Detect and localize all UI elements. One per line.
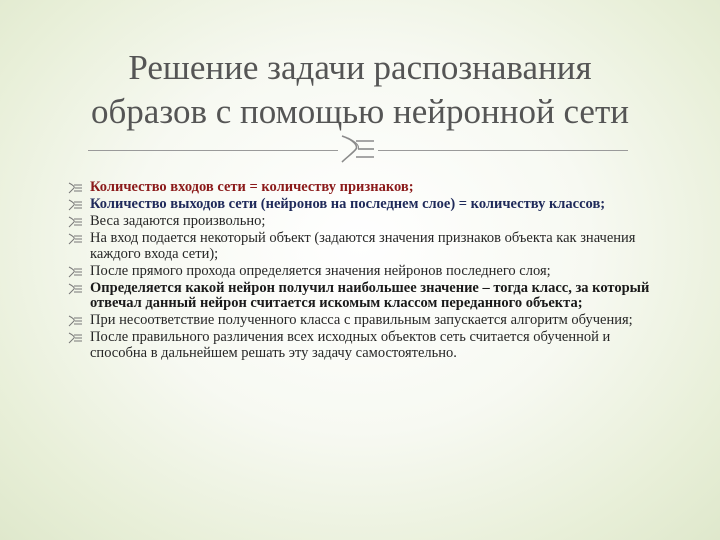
bullet-lines-icon — [68, 216, 83, 228]
bullet-item — [68, 330, 668, 361]
bullet-lines-icon — [68, 199, 83, 211]
bullet-item — [68, 281, 668, 312]
bullet-item — [68, 197, 668, 213]
bullet-text: При несоответствие полученного класса с правильным запускается алгоритм обучения; — [90, 312, 633, 328]
bullet-item — [68, 313, 668, 329]
bullet-text: Количество выходов сети (нейронов на последнем слое) = количеству классов; — [90, 196, 606, 212]
bullet-lines-icon — [68, 332, 83, 344]
bullet-lines-icon — [338, 134, 378, 164]
title-divider-left — [88, 150, 338, 151]
bullet-text: После прямого прохода определяется значения нейронов последнего слоя; — [90, 262, 551, 279]
bullet-text: На вход подается некоторый объект (задаются значения признаков объекта как значения каждого входа сети); — [90, 230, 636, 262]
bullet-lines-icon — [68, 233, 83, 245]
bullet-item — [68, 231, 668, 262]
bullet-item — [68, 180, 668, 196]
bullet-text: Определяется какой нейрон получил наибольшее значение – тогда класс, за который отвечал данный нейрон считается искомым классом переданного объекта; — [90, 279, 650, 311]
title-divider-right — [378, 150, 628, 151]
bullet-text: Веса задаются произвольно; — [90, 213, 266, 229]
bullet-item — [68, 214, 668, 230]
bullet-lines-icon — [68, 283, 83, 295]
bullet-lines-icon — [68, 315, 83, 327]
bullet-lines-icon — [68, 266, 83, 278]
slide-title-line-2: образов с помощью нейронной сети — [90, 92, 629, 131]
slide-title — [60, 46, 660, 134]
bullet-text: После правильного различения всех исходных объектов сеть считается обученной и способна в дальнейшем решать эту задачу самостоятельно. — [90, 329, 611, 361]
bullet-list — [68, 180, 668, 363]
bullet-item — [68, 264, 668, 280]
slide-title-line-1: Решение задачи распознавания — [128, 48, 592, 87]
bullet-text: Количество входов сети = количеству признаков; — [90, 179, 414, 195]
bullet-lines-icon — [68, 182, 83, 194]
